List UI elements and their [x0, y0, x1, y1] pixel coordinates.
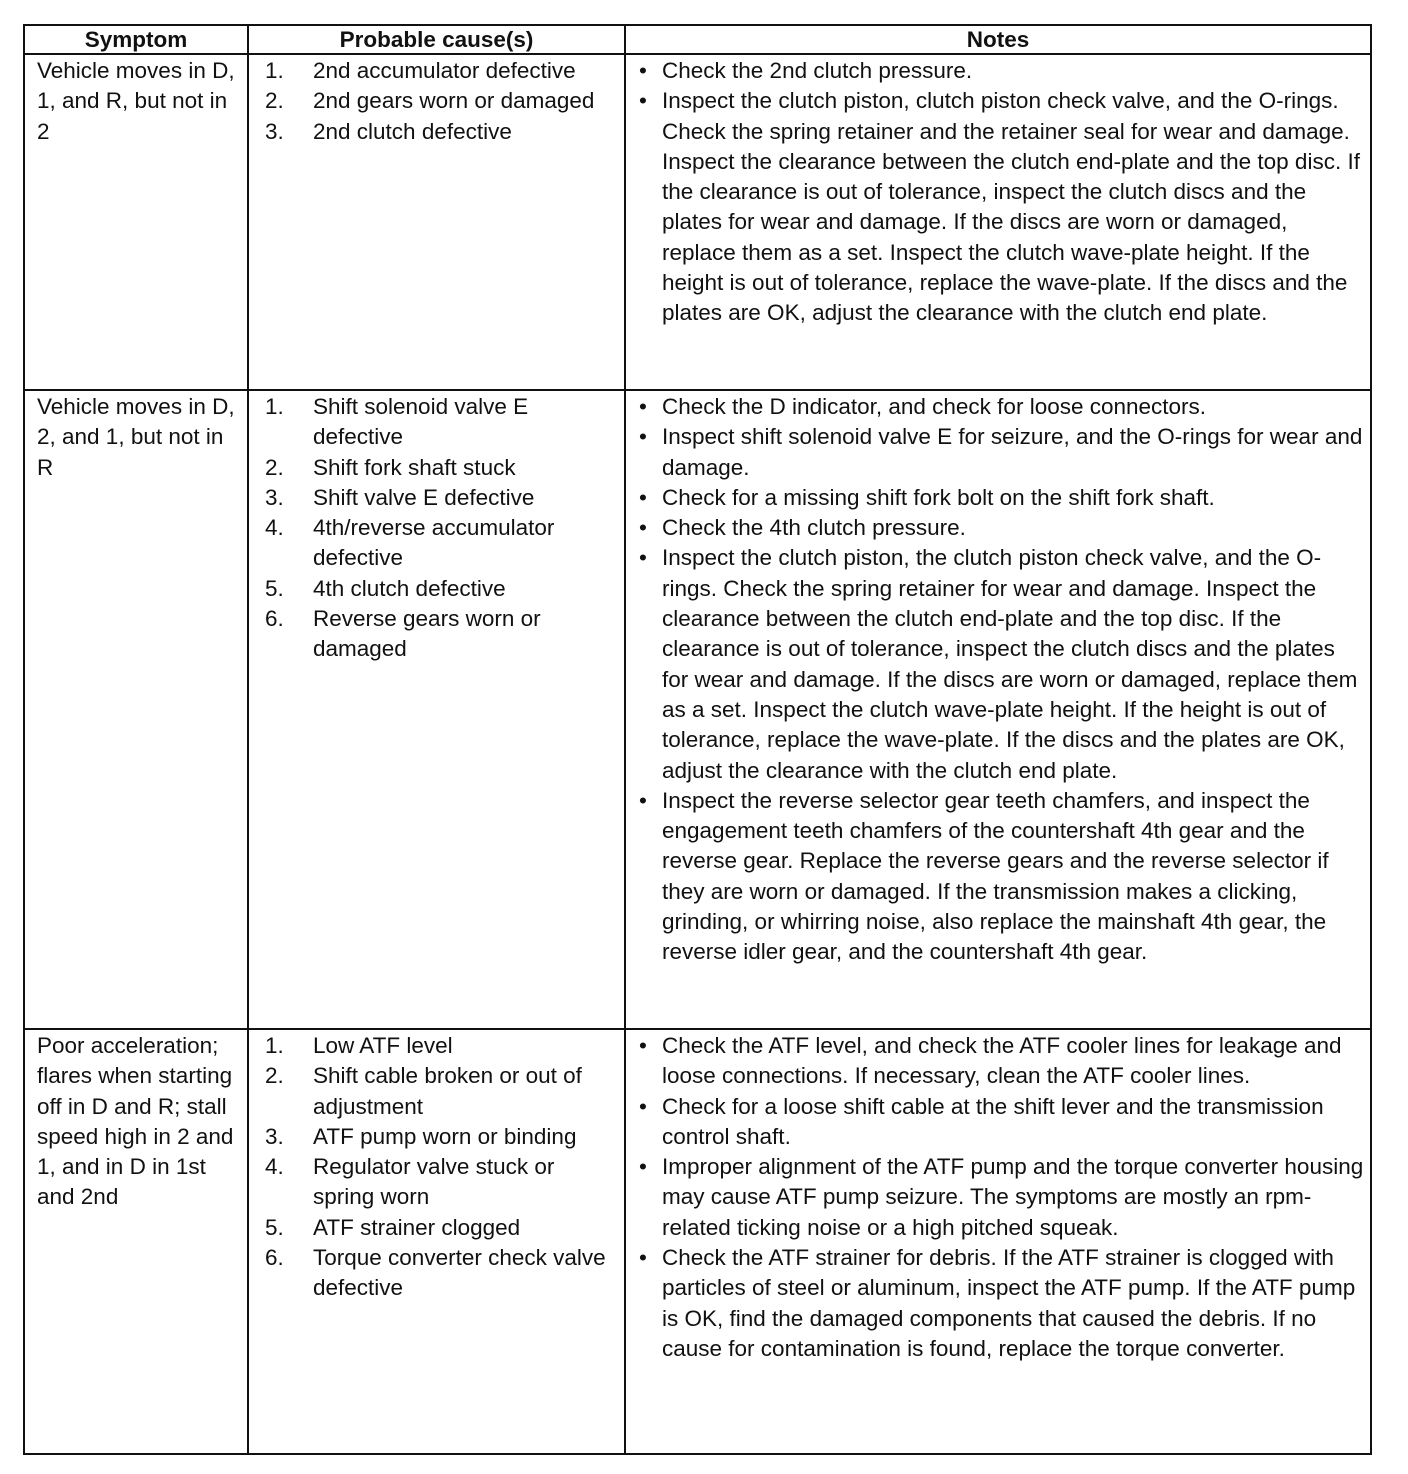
- cause-item: [265, 483, 620, 513]
- cause-text: Reverse gears worn or damaged: [313, 606, 541, 662]
- cause-text: Regulator valve stuck or spring worn: [313, 1154, 555, 1210]
- bullet-icon: •: [639, 424, 647, 450]
- note-text: Check the D indicator, and check for loose connectors.: [662, 394, 1207, 419]
- note-text: Check for a loose shift cable at the shift lever and the transmission control shaft.: [662, 1093, 1324, 1149]
- note-text: Check the 4th clutch pressure.: [662, 515, 966, 541]
- bullet-icon: •: [639, 787, 647, 813]
- bullet-icon: •: [639, 1033, 647, 1058]
- cause-item: [265, 1031, 620, 1061]
- cause-item: [265, 574, 620, 604]
- notes-cell: [625, 1029, 1371, 1454]
- cause-text: ATF strainer clogged: [313, 1214, 521, 1240]
- cause-number: 3.: [265, 118, 284, 144]
- cause-number: 1.: [265, 394, 284, 419]
- causes-cell: [248, 54, 625, 390]
- cause-text: Shift cable broken or out of adjustment: [313, 1063, 582, 1119]
- note-text: Check for a missing shift fork bolt on the shift fork shaft.: [662, 484, 1215, 510]
- cause-text: 4th/reverse accumulator defective: [313, 515, 555, 571]
- bullet-icon: •: [639, 1245, 647, 1271]
- note-item: [638, 543, 1366, 785]
- cause-number: 3.: [265, 1123, 284, 1149]
- cause-number: 1.: [265, 1033, 284, 1058]
- note-text: Inspect shift solenoid valve E for seizure, and the O-rings for wear and damage.: [662, 424, 1363, 480]
- cause-number: 4.: [265, 515, 284, 541]
- cause-number: 6.: [265, 606, 284, 632]
- bullet-icon: •: [639, 515, 647, 541]
- header-notes: Notes: [625, 25, 1371, 54]
- bullet-icon: •: [639, 1154, 647, 1180]
- cause-number: 3.: [265, 484, 284, 510]
- troubleshooting-page: [23, 24, 1370, 1455]
- header-probable-causes: Probable cause(s): [248, 25, 625, 54]
- causes-cell: [248, 390, 625, 1029]
- cause-text: Shift valve E defective: [313, 484, 535, 510]
- table-row: [24, 390, 1371, 1029]
- note-text: Check the ATF strainer for debris. If the ATF strainer is clogged with particles of steel or aluminum, inspect the ATF pump. If the ATF pump is OK, find the damaged components that caused the debris. If no cause for contamination is found, replace the torque converter.: [662, 1245, 1356, 1361]
- cause-text: 2nd clutch defective: [313, 118, 512, 144]
- cause-text: 2nd accumulator defective: [313, 58, 576, 83]
- cause-number: 4.: [265, 1154, 284, 1180]
- cause-number: 6.: [265, 1245, 284, 1271]
- header-row: [24, 25, 1371, 54]
- cause-text: Shift solenoid valve E defective: [313, 394, 529, 450]
- notes-cell: [625, 390, 1371, 1029]
- cause-text: Torque converter check valve defective: [313, 1245, 606, 1301]
- bullet-icon: •: [639, 545, 647, 571]
- table-row: [24, 54, 1371, 390]
- note-item: [638, 1092, 1366, 1153]
- note-item: [638, 86, 1366, 328]
- symptom-cell: Vehicle moves in D, 1, and R, but not in 2: [24, 54, 248, 390]
- bullet-icon: •: [639, 88, 647, 114]
- cause-text: ATF pump worn or binding: [313, 1123, 577, 1149]
- note-text: Improper alignment of the ATF pump and the torque converter housing may cause ATF pump seizure. The symptoms are mostly an rpm-related ticking noise or a high pitched squeak.: [662, 1154, 1364, 1240]
- note-text: Check the 2nd clutch pressure.: [662, 58, 973, 83]
- bullet-icon: •: [639, 1093, 647, 1119]
- cause-item: [265, 86, 620, 116]
- cause-item: [265, 1213, 620, 1243]
- symptom-cell: Vehicle moves in D, 2, and 1, but not in R: [24, 390, 248, 1029]
- cause-item: [265, 117, 620, 147]
- cause-item: [265, 1061, 620, 1122]
- note-item: [638, 513, 1366, 543]
- bullet-icon: •: [639, 58, 647, 83]
- cause-item: [265, 453, 620, 483]
- cause-item: [265, 1122, 620, 1152]
- cause-number: 5.: [265, 575, 284, 601]
- causes-cell: [248, 1029, 625, 1454]
- symptom-cell: Poor acceleration; flares when starting off in D and R; stall speed high in 2 and 1, and in D in 1st and 2nd: [24, 1029, 248, 1454]
- header-symptom: Symptom: [24, 25, 248, 54]
- note-item: [638, 483, 1366, 513]
- cause-item: [265, 1152, 620, 1213]
- bullet-icon: •: [639, 394, 647, 419]
- note-text: Inspect the clutch piston, clutch piston check valve, and the O-rings. Check the spring retainer and the retainer seal for wear and damage. Inspect the clearance between the clutch end-plate and the top disc. If the clearance is out of tolerance, inspect the clutch discs and the plates for wear and damage. If the discs are worn or damaged, replace them as a set. Inspect the clutch wave-plate height. If the height is out of tolerance, replace the wave-plate. If the discs and the plates are OK, adjust the clearance with the clutch end plate.: [662, 88, 1360, 326]
- note-text: Inspect the reverse selector gear teeth chamfers, and inspect the engagement teeth chamfers of the countershaft 4th gear and the reverse gear. Replace the reverse gears and the reverse selector if they are worn or damaged. If the transmission makes a clicking, grinding, or whirring noise, also replace the mainshaft 4th gear, the reverse idler gear, and the countershaft 4th gear.: [662, 787, 1329, 965]
- cause-text: 4th clutch defective: [313, 575, 506, 601]
- note-text: Check the ATF level, and check the ATF cooler lines for leakage and loose connections. If necessary, clean the ATF cooler lines.: [662, 1033, 1342, 1089]
- cause-text: Low ATF level: [313, 1033, 453, 1058]
- note-item: [638, 1243, 1366, 1364]
- cause-number: 1.: [265, 58, 284, 83]
- note-item: [638, 1152, 1366, 1243]
- cause-number: 5.: [265, 1214, 284, 1240]
- cause-item: [265, 513, 620, 574]
- bullet-icon: •: [639, 484, 647, 510]
- note-item: [638, 1031, 1366, 1092]
- note-item: [638, 422, 1366, 483]
- cause-number: 2.: [265, 1063, 284, 1089]
- cause-text: Shift fork shaft stuck: [313, 454, 516, 480]
- cause-item: [265, 604, 620, 665]
- note-item: [638, 56, 1366, 86]
- cause-text: 2nd gears worn or damaged: [313, 88, 595, 114]
- table-row: [24, 1029, 1371, 1454]
- troubleshooting-table: [23, 24, 1372, 1455]
- cause-number: 2.: [265, 88, 284, 114]
- cause-item: [265, 56, 620, 86]
- cause-item: [265, 392, 620, 453]
- note-item: [638, 392, 1366, 422]
- note-text: Inspect the clutch piston, the clutch piston check valve, and the O-rings. Check the spring retainer for wear and damage. Inspect the clearance between the clutch end-plate and the top disc. If the clearance is out of tolerance, inspect the clutch discs and the plates for wear and damage. If the discs are worn or damaged, replace them as a set. Inspect the clutch wave-plate height. If the height is out of tolerance, replace the wave-plate. If the discs and the plates are OK, adjust the clearance with the clutch end plate.: [662, 545, 1358, 783]
- cause-number: 2.: [265, 454, 284, 480]
- cause-item: [265, 1243, 620, 1304]
- note-item: [638, 786, 1366, 968]
- notes-cell: [625, 54, 1371, 390]
